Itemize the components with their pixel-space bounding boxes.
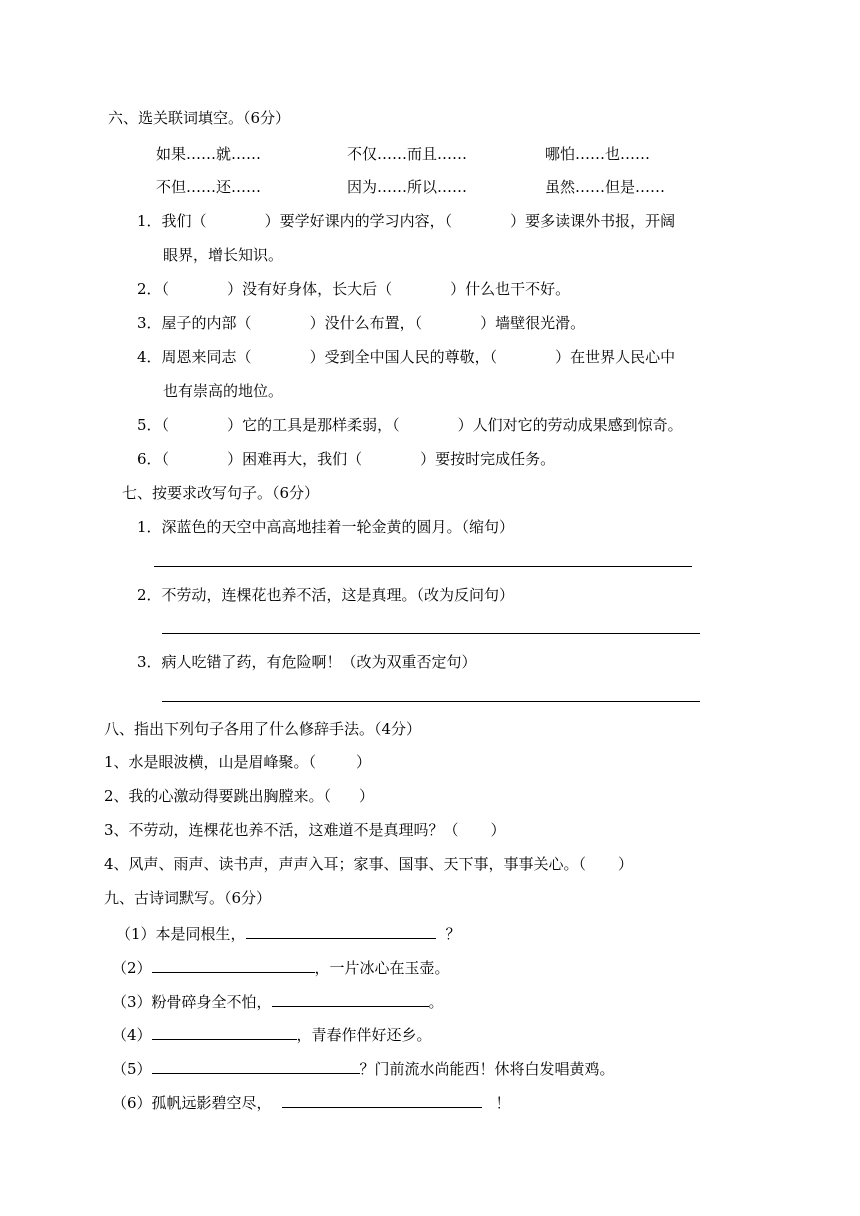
item-text: ，青春作伴好还乡。 bbox=[296, 1026, 432, 1044]
item-text: （6）孤帆远影碧空尽， bbox=[112, 1094, 272, 1112]
item-text: （5） bbox=[112, 1060, 152, 1078]
answer-blank[interactable] bbox=[152, 1023, 297, 1040]
item-text: ）要按时完成任务。 bbox=[420, 450, 556, 468]
item-text: 不劳动，连棵花也养不活，这是真理。（改为反问句） bbox=[161, 586, 515, 604]
item-text: ）在世界人民心中 bbox=[555, 348, 676, 366]
rewrite-item-3 bbox=[137, 652, 477, 672]
option-5: 因为……所以…… bbox=[347, 178, 468, 196]
item-number: 2． bbox=[137, 586, 162, 604]
rewrite-item-2 bbox=[137, 585, 514, 605]
item-text: 1、水是眼波横，山是眉峰聚。（ bbox=[104, 753, 317, 771]
option-3: 哪怕……也…… bbox=[545, 145, 651, 163]
item-text: ） bbox=[359, 787, 375, 805]
item-text: （ bbox=[161, 450, 170, 468]
section-8-title: 八、指出下列句子各用了什么修辞手法。（4分） bbox=[104, 720, 422, 738]
item-text: ）什么也干不好。 bbox=[450, 280, 571, 298]
option-2: 不仅……而且…… bbox=[347, 145, 468, 163]
item-number: 1． bbox=[137, 518, 162, 536]
fill-item-2 bbox=[137, 279, 570, 299]
item-number: 2． bbox=[137, 280, 162, 298]
poem-item-6 bbox=[112, 1091, 511, 1113]
item-text: ）它的工具是那样柔弱，（ bbox=[227, 416, 400, 434]
section-6-title: 六、选关联词填空。（6分） bbox=[108, 109, 291, 127]
item-text: 周恩来同志（ bbox=[161, 348, 252, 366]
item-text: ）没什么布置，（ bbox=[309, 314, 423, 332]
fill-item-4-cont: 也有崇高的地位。 bbox=[163, 382, 284, 400]
item-text: 3、不劳动，连棵花也养不活，这难道不是真理吗？（ bbox=[104, 821, 459, 839]
answer-blank[interactable] bbox=[152, 1057, 360, 1074]
item-text: ） bbox=[490, 821, 506, 839]
fill-item-1 bbox=[137, 211, 675, 231]
poem-item-3 bbox=[112, 990, 444, 1012]
item-text: ） bbox=[356, 753, 372, 771]
poem-item-2 bbox=[112, 956, 450, 978]
fill-item-3 bbox=[137, 313, 585, 333]
item-number: 1． bbox=[137, 212, 162, 230]
answer-blank[interactable] bbox=[282, 1091, 482, 1108]
option-6: 虽然……但是…… bbox=[545, 178, 666, 196]
item-text: 病人吃错了药，有危险啊！（改为双重否定句） bbox=[161, 653, 477, 671]
rhetoric-item-2 bbox=[104, 786, 374, 806]
answer-line[interactable] bbox=[162, 701, 700, 702]
item-number: 3． bbox=[137, 653, 162, 671]
item-text: ）没有好身体，长大后（ bbox=[227, 280, 393, 298]
section-9-title: 九、古诗词默写。（6分） bbox=[104, 889, 272, 907]
fill-item-5 bbox=[137, 415, 683, 435]
item-text: ）受到全中国人民的尊敬，（ bbox=[309, 348, 498, 366]
item-text: （1）本是同根生， bbox=[116, 925, 246, 943]
item-text: 我们（ bbox=[161, 212, 207, 230]
item-text: ） bbox=[618, 855, 634, 873]
rhetoric-item-4 bbox=[104, 854, 633, 874]
item-number: 4． bbox=[137, 348, 162, 366]
answer-line[interactable] bbox=[162, 633, 700, 634]
item-text: ？门前流水尚能西！休将白发唱黄鸡。 bbox=[359, 1060, 615, 1078]
answer-line[interactable] bbox=[154, 566, 692, 567]
item-text: ）要学好课内的学习内容，（ bbox=[264, 212, 453, 230]
option-1: 如果……就…… bbox=[156, 145, 262, 163]
answer-blank[interactable] bbox=[246, 922, 436, 939]
fill-item-4 bbox=[137, 347, 675, 367]
item-text: ）要多读课外书报，开阔 bbox=[510, 212, 676, 230]
option-4: 不但……还…… bbox=[156, 178, 262, 196]
answer-blank[interactable] bbox=[272, 990, 429, 1007]
item-text: ）墙壁很光滑。 bbox=[480, 314, 586, 332]
item-text: 屋子的内部（ bbox=[161, 314, 252, 332]
poem-item-4 bbox=[112, 1023, 432, 1045]
rhetoric-item-3 bbox=[104, 820, 506, 840]
item-text: 。 bbox=[428, 993, 444, 1011]
item-text: 4、风声、雨声、读书声，声声入耳；家事、国事、天下事，事事关心。（ bbox=[104, 855, 587, 873]
fill-item-1-cont: 眼界，增长知识。 bbox=[163, 246, 284, 264]
item-text: （ bbox=[161, 280, 170, 298]
item-text: （3）粉骨碎身全不怕， bbox=[112, 993, 272, 1011]
section-7-title: 七、按要求改写句子。（6分） bbox=[122, 484, 320, 502]
item-text: ）困难再大，我们（ bbox=[227, 450, 363, 468]
item-text: （4） bbox=[112, 1026, 152, 1044]
item-number: 3． bbox=[137, 314, 162, 332]
item-text: （ bbox=[161, 416, 170, 434]
item-text: ！ bbox=[495, 1094, 511, 1112]
item-text: ，一片冰心在玉壶。 bbox=[314, 959, 450, 977]
fill-item-6 bbox=[137, 449, 555, 469]
item-text: ？ bbox=[445, 925, 461, 943]
item-number: 6． bbox=[137, 450, 162, 468]
item-text: （2） bbox=[112, 959, 152, 977]
answer-blank[interactable] bbox=[152, 956, 315, 973]
poem-item-1 bbox=[116, 922, 461, 944]
rhetoric-item-1 bbox=[104, 752, 371, 772]
item-text: ）人们对它的劳动成果感到惊奇。 bbox=[457, 416, 683, 434]
item-text: 深蓝色的天空中高高地挂着一轮金黄的圆月。（缩句） bbox=[161, 518, 515, 536]
item-text: 2、我的心激动得要跳出胸膛来。（ bbox=[104, 787, 332, 805]
poem-item-5 bbox=[112, 1057, 615, 1079]
item-number: 5． bbox=[137, 416, 162, 434]
rewrite-item-1 bbox=[137, 517, 514, 537]
